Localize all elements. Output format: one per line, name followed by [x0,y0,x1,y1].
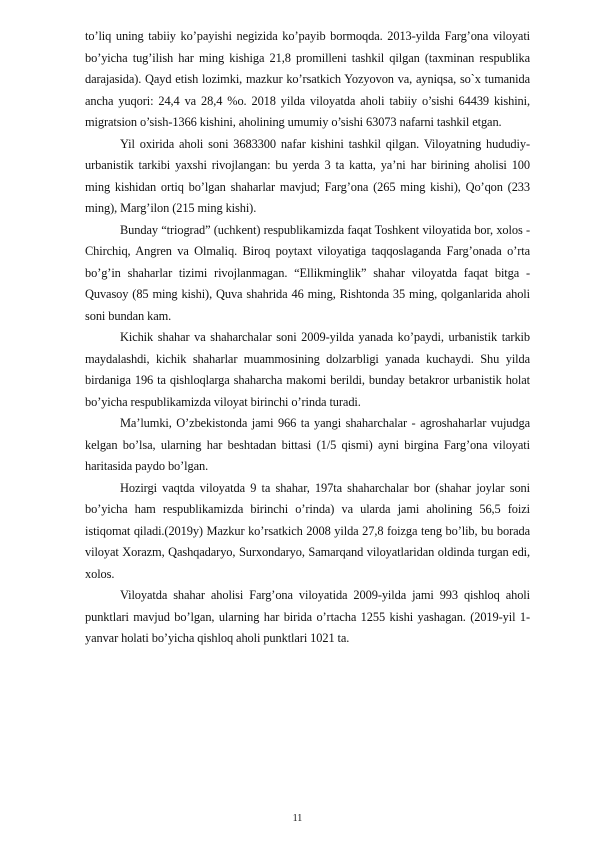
paragraph-4: Kichik shahar va shaharchalar soni 2009-yilda yanada ko’paydi, urbanistik tarkib maydalashdi, kichik shaharlar muammosining dolzarbligi yanada kuchaydi. Shu yilda birdaniga 196 ta qishloqlarga shaharcha makomi berildi, bunday betakror urbanistik holat bo’yicha respublikamizda viloyat birinchi o’rinda turadi. [85,330,530,409]
paragraph-2: Yil oxirida aholi soni 3683300 nafar kishini tashkil qilgan. Viloyatning hududiy-urbanistik tarkibi yaxshi rivojlangan: bu yerda 3 ta katta, ya’ni har birining aholisi 100 ming kishidan ortiq bo’lgan shaharlar mavjud; Farg’ona (265 ming kishi), Qo’qon (233 ming), Marg’ilon (215 ming kishi). [85,136,530,215]
paragraph-5: Ma’lumki, O’zbekistonda jami 966 ta yangi shaharchalar - agroshaharlar vujudga kelgan bo’lsa, ularning har beshtadan bittasi (1/5 qismi) ayni birgina Farg’ona viloyati haritasida paydo bo’lgan. [85,416,530,473]
paragraph-6: Hozirgi vaqtda viloyatda 9 ta shahar, 197ta shaharchalar bor (shahar joylar soni bo’yicha ham respublikamizda birinchi o’rinda) va ularda jami aholining 56,5 foizi istiqomat qiladi.(2019y) Mazkur ko’rsatkich 2008 yilda 27,8 foizga teng bo’lib, bu borada viloyat Xorazm, Qashqadaryo, Surxondaryo, Samarqand viloyatlaridan oldinda turgan edi, xolos. [85,480,530,581]
page-number: 11 [292,813,303,824]
paragraph-7: Viloyatda shahar aholisi Farg’ona viloyatida 2009-yilda jami 993 qishloq aholi punktlari mavjud bo’lgan, ularning har birida o’rtacha 1255 kishi yashagan. (2019-yil 1-yanvar holati bo’yicha qishloq aholi punktlari 1021 ta. [85,588,530,645]
paragraph-1: to’liq uning tabiiy ko’payishi negizida ko’payib bormoqda. 2013-yilda Farg’ona viloyati bo’yicha tug’ilish har ming kishiga 21,8 promilleni tashkil qilgan (taxminan respublika darajasida). Qayd etish lozimki, mazkur ko’rsatkich Yozyovon va, ayniqsa, so`x tumanida ancha yuqori: 24,4 va 28,4 %o. 2018 yilda viloyatda aholi tabiiy o’sishi 64439 kishini, migratsion o’sish-1366 kishini, aholining umumiy o’sishi 63073 nafarni tashkil etgan. [85,29,530,129]
paragraph-3: Bunday “triograd” (uchkent) respublikamizda faqat Toshkent viloyatida bor, xolos - Chirchiq, Angren va Olmaliq. Biroq poytaxt viloyatiga taqqoslaganda Farg’onada o’rta bo’g’in shaharlar tizimi rivojlanmagan. “Ellikminglik” shahar viloyatda faqat bitga - Quvasoy (85 ming kishi), Quva shahrida 46 ming, Rishtonda 35 ming, qolganlarida aholi soni bundan kam. [85,222,530,323]
page-body [85,26,530,650]
